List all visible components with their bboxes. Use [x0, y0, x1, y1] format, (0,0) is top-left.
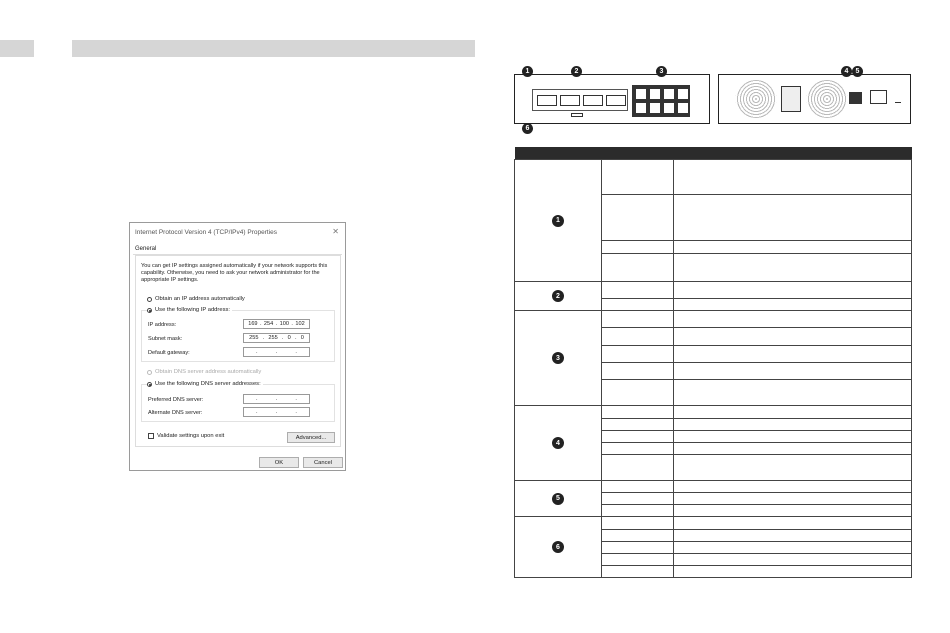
component-table — [514, 147, 912, 578]
callout-4: 4 — [841, 66, 852, 77]
tab-general[interactable]: General — [135, 246, 157, 252]
port-icon — [583, 95, 603, 106]
group-badge: 4 — [552, 437, 564, 449]
subnet-octet-4: 0 — [300, 335, 304, 341]
subnet-mask-field[interactable]: 255 . 255 . 0 . 0 — [243, 333, 310, 343]
radio-selected-icon[interactable] — [147, 382, 152, 387]
ok-button[interactable]: OK — [259, 457, 299, 468]
port-icon — [606, 95, 626, 106]
default-gateway-field[interactable]: . . . — [243, 347, 310, 357]
cancel-button[interactable]: Cancel — [303, 457, 343, 468]
use-following-ip-option[interactable] — [147, 307, 232, 313]
checkbox-icon[interactable] — [148, 433, 154, 439]
obtain-ip-auto-option[interactable] — [147, 296, 245, 302]
power-socket-icon — [781, 86, 801, 112]
alternate-dns-field[interactable]: . . . — [243, 407, 310, 417]
radio-selected-icon[interactable] — [147, 308, 152, 313]
subnet-octet-3: 0 — [287, 335, 291, 341]
group-badge: 5 — [552, 493, 564, 505]
port-icon — [649, 88, 661, 100]
port-icon — [560, 95, 580, 106]
header-bar-left — [0, 40, 34, 57]
ethernet-port-icon — [870, 90, 887, 104]
callout-1: 1 — [522, 66, 533, 77]
advanced-button[interactable]: Advanced... — [287, 432, 335, 443]
use-following-ip-label: Use the following IP address: — [155, 307, 230, 313]
port-icon — [635, 102, 647, 114]
validate-settings-option[interactable] — [148, 433, 224, 439]
ip-octet-2: 254 — [263, 321, 274, 327]
callout-5: 5 — [852, 66, 863, 77]
close-icon[interactable]: ✕ — [332, 227, 339, 236]
group-cell-2 — [515, 282, 602, 311]
table-row — [515, 282, 912, 299]
dialog-description: You can get IP settings assigned automatically if your network supports this capability. Otherwise, you need to ask your network administrator for the appropriate IP settings. — [141, 263, 328, 283]
port-icon — [677, 88, 689, 100]
fan-icon — [806, 80, 848, 118]
obtain-dns-auto-option[interactable] — [147, 369, 261, 375]
ground-icon — [895, 93, 901, 103]
group-badge: 3 — [552, 352, 564, 364]
ip-octet-4: 102 — [295, 321, 305, 327]
group-badge: 6 — [552, 541, 564, 553]
port-icon — [677, 102, 689, 114]
tab-strip — [133, 243, 342, 255]
port-icon — [663, 102, 675, 114]
device-front-panel — [514, 74, 710, 124]
preferred-dns-field[interactable]: . . . — [243, 394, 310, 404]
obtain-dns-auto-label: Obtain DNS server address automatically — [155, 369, 262, 375]
obtain-ip-auto-label: Obtain an IP address automatically — [155, 296, 245, 302]
alternate-dns-label: Alternate DNS server: — [148, 410, 203, 416]
port-icon — [663, 88, 675, 100]
use-following-dns-label: Use the following DNS server addresses: — [155, 381, 261, 387]
preferred-dns-label: Preferred DNS server: — [148, 397, 204, 403]
ip-octet-3: 100 — [279, 321, 289, 327]
group-cell-6 — [515, 517, 602, 578]
header-bar-main — [72, 40, 475, 57]
callout-2: 2 — [571, 66, 582, 77]
group-badge: 1 — [552, 215, 564, 227]
group-cell-1 — [515, 160, 602, 282]
table-row — [515, 517, 912, 530]
callout-6: 6 — [522, 123, 533, 134]
table-header — [515, 147, 912, 160]
table-row — [515, 406, 912, 419]
group-cell-3 — [515, 311, 602, 406]
ipv4-properties-dialog — [129, 222, 346, 471]
ip-octet-1: 169 — [248, 321, 258, 327]
port-icon — [537, 95, 557, 106]
port-icon — [635, 88, 647, 100]
callout-3: 3 — [656, 66, 667, 77]
group-badge: 2 — [552, 290, 564, 302]
group-cell-5 — [515, 481, 602, 517]
device-rear-panel — [718, 74, 911, 124]
group-cell-4 — [515, 406, 602, 481]
default-gateway-label: Default gateway: — [148, 350, 190, 356]
ip-address-label: IP address: — [148, 322, 177, 328]
radio-disabled-icon[interactable] — [147, 370, 152, 375]
led-indicator — [571, 113, 583, 117]
validate-settings-label: Validate settings upon exit — [157, 433, 225, 439]
table-row — [515, 481, 912, 493]
table-row — [515, 311, 912, 328]
ip-address-field[interactable]: 169 . 254 . 100 . 102 — [243, 319, 310, 329]
dialog-title: Internet Protocol Version 4 (TCP/IPv4) Properties — [135, 229, 277, 236]
subnet-mask-label: Subnet mask: — [148, 336, 183, 342]
radio-icon[interactable] — [147, 297, 152, 302]
use-following-dns-option[interactable] — [147, 381, 263, 387]
fan-icon — [735, 80, 777, 118]
console-port-icon — [849, 92, 862, 104]
subnet-octet-1: 255 — [249, 335, 259, 341]
subnet-octet-2: 255 — [268, 335, 278, 341]
table-row — [515, 160, 912, 195]
port-icon — [649, 102, 661, 114]
